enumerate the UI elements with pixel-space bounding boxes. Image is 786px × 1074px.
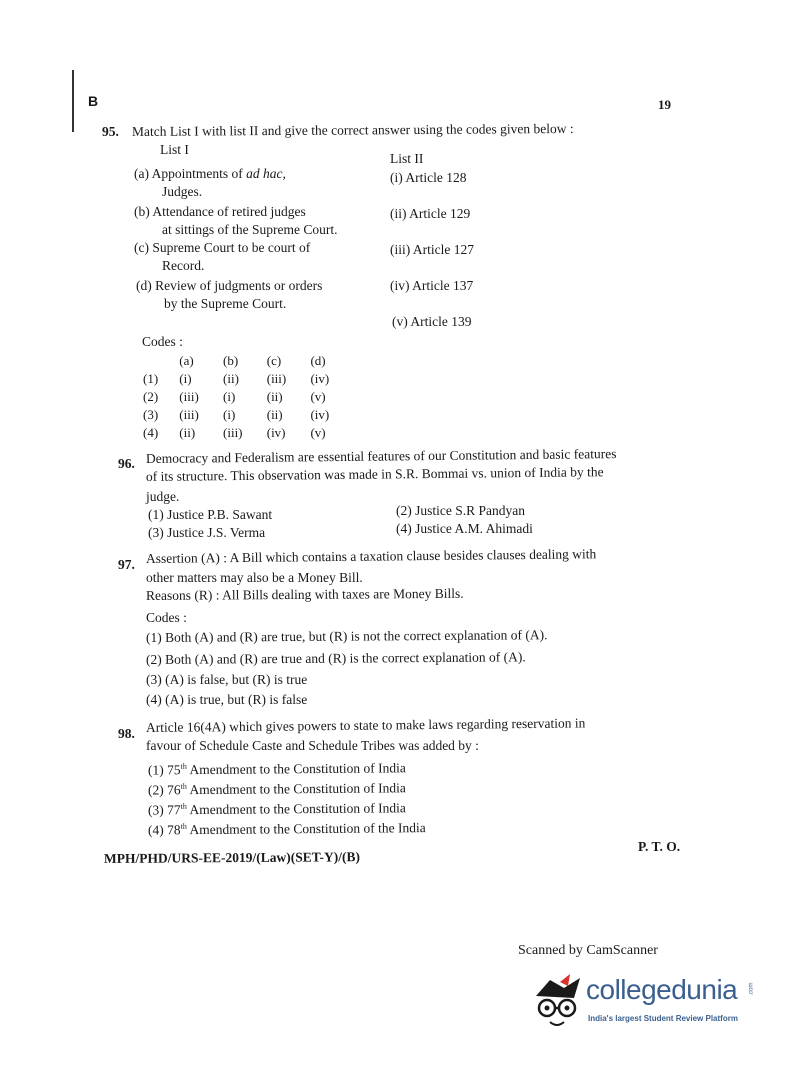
q96-option: (3) Justice J.S. Verma: [148, 525, 266, 540]
codes-row: (2) (iii) (i) (ii) (v): [143, 389, 326, 404]
q98-option: (3) 77th Amendment to the Constitution of India: [147, 800, 406, 818]
brand-suffix: .com: [748, 982, 755, 996]
q97-reason: Reasons (R) : All Bills dealing with taxes are Money Bills.: [145, 585, 464, 603]
q95-list2-item: (iii) Article 127: [390, 242, 474, 257]
brand-name: collegedunia: [586, 974, 738, 1005]
set-letter: B: [88, 93, 99, 109]
q95-codes-label: Codes :: [142, 334, 183, 349]
q95-prompt: Match List I with list II and give the correct answer using the codes given below :: [131, 120, 574, 139]
q95-list2-item: (iv) Article 137: [390, 278, 474, 293]
q96-line3: judge.: [146, 489, 180, 504]
q97-option: (3) (A) is false, but (R) is true: [146, 672, 308, 687]
q97-option: (2) Both (A) and (R) are true and (R) is the correct explanation of (A).: [145, 649, 526, 667]
q95-list1-item-cont: Judges.: [162, 184, 203, 199]
q95-list2-item: (ii) Article 129: [390, 206, 471, 221]
q98-line2: favour of Schedule Caste and Schedule Tribes was added by :: [146, 738, 479, 753]
q98-number: 98.: [118, 726, 135, 741]
q98-option: (2) 76th Amendment to the Constitution of India: [147, 780, 406, 798]
q95-list1-item: (d) Review of judgments or orders: [136, 278, 323, 293]
q96-option: (4) Justice A.M. Ahimadi: [396, 521, 533, 536]
q95-list1-item: (a) Appointments of ad hac,: [134, 166, 286, 181]
q95-list1-item: (b) Attendance of retired judges: [134, 204, 306, 219]
q95-number: 95.: [102, 124, 119, 139]
q95-list2-title: List II: [390, 151, 424, 166]
brand-tagline: India's largest Student Review Platform: [588, 1014, 738, 1023]
q95-list1-item-cont: Record.: [162, 258, 205, 273]
q96-option: (2) Justice S.R Pandyan: [396, 503, 525, 518]
q96-number: 96.: [118, 456, 135, 471]
q95-list1-item: (c) Supreme Court to be court of: [134, 240, 311, 255]
pto-label: P. T. O.: [638, 839, 681, 854]
q97-option: (4) (A) is true, but (R) is false: [146, 692, 308, 707]
codes-row: (3) (iii) (i) (ii) (iv): [143, 407, 330, 422]
q95-list1-item-cont: at sittings of the Supreme Court.: [162, 222, 338, 237]
q97-line1: Assertion (A) : A Bill which contains a taxation clause besides clauses dealing with: [145, 546, 597, 566]
q97-number: 97.: [118, 557, 135, 572]
q97-line2: other matters may also be a Money Bill.: [146, 570, 363, 585]
q95-list2-item: (i) Article 128: [390, 170, 467, 185]
collegedunia-logo: [530, 974, 760, 1034]
paper-code: MPH/PHD/URS-EE-2019/(Law)(SET-Y)/(B): [103, 849, 361, 866]
q95-list1-item-cont: by the Supreme Court.: [164, 296, 287, 311]
q96-option: (1) Justice P.B. Sawant: [148, 507, 273, 522]
q97-codes-label: Codes :: [146, 610, 187, 625]
q95-list1-title: List I: [160, 142, 189, 157]
codes-row: (1) (i) (ii) (iii) (iv): [143, 371, 330, 386]
q95-list2-item: (v) Article 139: [392, 314, 472, 329]
codes-header-row: (a) (b) (c) (d): [179, 353, 326, 368]
codes-row: (4) (ii) (iii) (iv) (v): [143, 425, 326, 440]
q95-codes-table: [140, 352, 350, 442]
scanned-by-label: Scanned by CamScanner: [518, 943, 658, 958]
q98-option: (4) 78th Amendment to the Constitution of the India: [147, 820, 426, 838]
q96-line1: Democracy and Federalism are essential features of our Constitution and basic features: [145, 446, 617, 466]
page-number: 19: [658, 97, 671, 112]
q98-line1: Article 16(4A) which gives powers to state to make laws regarding reservation in: [145, 715, 586, 735]
q98-option: (1) 75th Amendment to the Constitution of India: [147, 760, 406, 778]
q97-option: (1) Both (A) and (R) are true, but (R) is not the correct explanation of (A).: [145, 627, 548, 645]
q96-line2: of its structure. This observation was made in S.R. Bommai vs. union of India by the: [145, 464, 604, 484]
scan-edge-line: [72, 70, 74, 132]
mascot-icon: [530, 974, 586, 1034]
